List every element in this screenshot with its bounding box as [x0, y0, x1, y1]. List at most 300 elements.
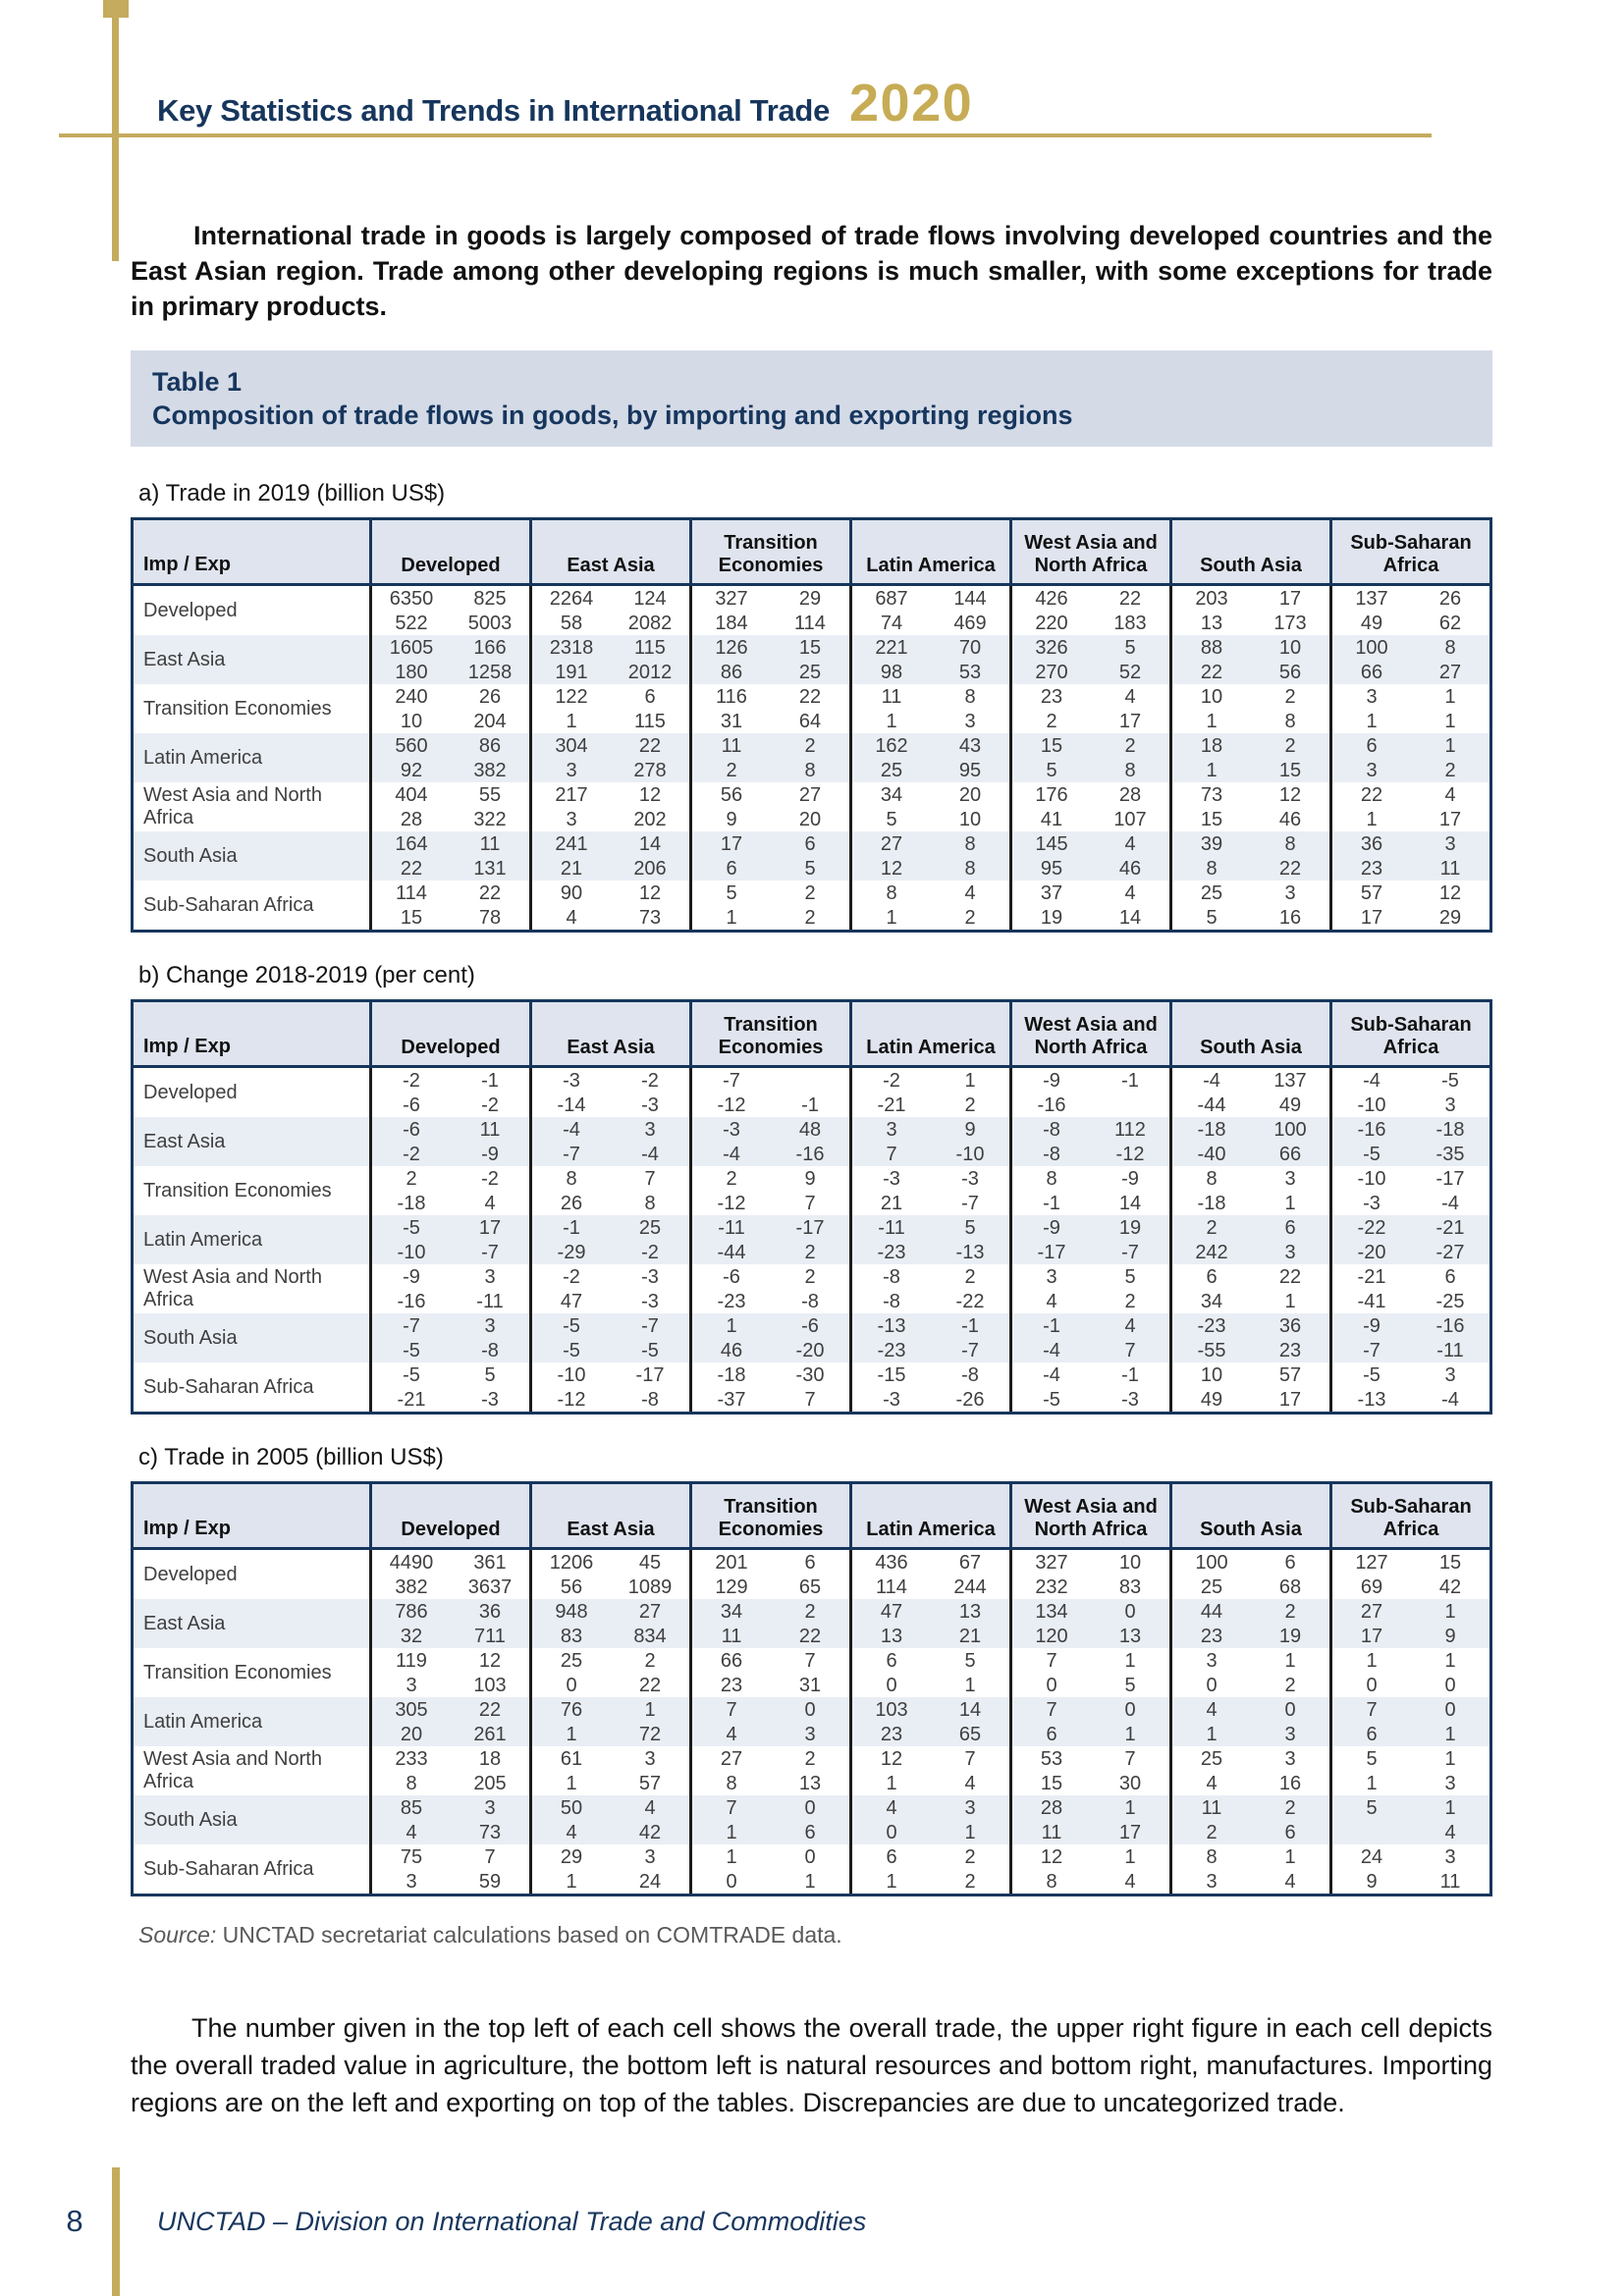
data-cell	[529, 1264, 689, 1313]
value-bottom-left: 3	[566, 808, 577, 830]
value-top-right: 7	[1124, 1747, 1136, 1770]
row-label: West Asia and North Africa	[143, 1266, 322, 1310]
value-bottom-right: -7	[961, 1192, 979, 1214]
data-cell	[1009, 1844, 1169, 1894]
value-top-left: -9	[403, 1265, 420, 1288]
value-top-left: -2	[403, 1069, 420, 1092]
value-top-right: 1	[644, 1698, 656, 1721]
value-top-right: 36	[1278, 1314, 1302, 1337]
value-top-right: 1	[964, 1069, 976, 1092]
data-cell	[849, 1313, 1009, 1362]
value-top-left: -1	[1043, 1314, 1060, 1337]
data-cell	[1009, 1746, 1169, 1795]
value-top-right: 1	[1124, 1649, 1136, 1672]
value-top-right: 361	[473, 1551, 507, 1574]
value-top-left: 17	[720, 832, 743, 855]
value-top-right: 29	[798, 587, 822, 610]
value-bottom-right: 6	[804, 1821, 816, 1843]
value-bottom-right: 1	[964, 1821, 976, 1843]
value-bottom-right: -4	[1441, 1388, 1459, 1411]
value-top-left: -11	[878, 1216, 905, 1239]
data-cell	[369, 733, 529, 782]
value-top-right: 115	[634, 636, 666, 659]
value-bottom-left: 8	[726, 1772, 737, 1794]
value-bottom-left: -1	[1043, 1192, 1060, 1214]
value-bottom-left: -12	[557, 1388, 586, 1411]
table1-label: Table 1	[152, 367, 243, 397]
value-top-left: 560	[395, 734, 428, 757]
value-top-left: 85	[400, 1796, 423, 1819]
column-group-label: Transition Economies	[718, 1014, 824, 1058]
value-bottom-left: 31	[720, 710, 743, 732]
value-top-left: 1206	[549, 1551, 594, 1574]
value-top-left: 126	[715, 636, 748, 659]
value-bottom-left: 3	[1366, 759, 1378, 781]
value-bottom-left: -37	[717, 1388, 746, 1411]
value-bottom-right: 2	[1124, 1290, 1136, 1312]
value-top-left: 1	[726, 1314, 737, 1337]
value-top-left: 3	[1206, 1649, 1218, 1672]
value-bottom-right: 9	[1444, 1625, 1456, 1647]
value-bottom-left: 0	[726, 1870, 737, 1893]
value-bottom-left: 17	[1360, 1625, 1383, 1647]
value-bottom-right: 65	[958, 1723, 982, 1745]
value-bottom-left: -14	[557, 1094, 586, 1116]
value-bottom-right: -4	[641, 1143, 659, 1165]
value-top-left: -4	[1363, 1069, 1380, 1092]
value-bottom-right: 57	[638, 1772, 662, 1794]
value-top-right: -18	[1435, 1118, 1465, 1141]
value-bottom-right: 278	[633, 759, 667, 781]
data-cell	[369, 881, 529, 930]
column-group-header	[689, 520, 849, 583]
imp-exp-header: Imp / Exp	[143, 1518, 231, 1539]
value-top-left: 12	[1040, 1845, 1063, 1868]
column-group-header	[369, 520, 529, 583]
data-cell	[1329, 1264, 1489, 1313]
value-top-left: 53	[1040, 1747, 1063, 1770]
value-top-left: 73	[1200, 783, 1223, 806]
column-group-header	[529, 1484, 689, 1547]
table-row	[134, 1117, 1489, 1166]
value-bottom-left: 5	[1046, 759, 1057, 781]
value-bottom-left: 25	[880, 759, 903, 781]
row-label: Transition Economies	[143, 697, 332, 720]
value-top-left: 145	[1035, 832, 1068, 855]
data-cell	[1009, 1117, 1169, 1166]
value-bottom-right: 24	[638, 1870, 662, 1893]
value-bottom-right: 3637	[467, 1575, 513, 1598]
value-top-right: 2	[644, 1649, 656, 1672]
value-top-left: -1	[563, 1216, 580, 1239]
data-cell	[529, 1313, 689, 1362]
value-bottom-right: 30	[1118, 1772, 1142, 1794]
value-bottom-left: 6	[1366, 1723, 1378, 1745]
value-top-right: 2	[804, 1600, 816, 1623]
value-top-left: 2	[406, 1167, 417, 1190]
data-cell	[1329, 733, 1489, 782]
value-bottom-right: 46	[1118, 857, 1142, 880]
column-group-header	[369, 1484, 529, 1547]
data-cell	[849, 1117, 1009, 1166]
data-cell	[529, 635, 689, 684]
value-top-left: -16	[1357, 1118, 1386, 1141]
value-bottom-right: 382	[473, 759, 507, 781]
value-bottom-right: 7	[804, 1388, 816, 1411]
value-bottom-left: 220	[1035, 612, 1068, 634]
value-bottom-right: 3	[1284, 1241, 1296, 1263]
table-caption-a: a) Trade in 2019 (billion US$)	[138, 480, 446, 507]
row-label: East Asia	[143, 648, 226, 670]
value-bottom-right: 17	[1118, 1821, 1142, 1843]
value-bottom-left: -8	[1043, 1143, 1060, 1165]
value-top-left: -10	[1357, 1167, 1386, 1190]
table-row	[134, 831, 1489, 881]
value-bottom-right: 8	[644, 1192, 656, 1214]
value-top-right: 4	[1124, 832, 1136, 855]
value-top-right: 8	[964, 832, 976, 855]
value-top-left: 8	[566, 1167, 577, 1190]
data-cell	[689, 1550, 849, 1599]
value-bottom-right: -5	[641, 1339, 659, 1362]
value-bottom-right: 3	[1444, 1772, 1456, 1794]
value-top-left: 103	[875, 1698, 908, 1721]
value-bottom-right: 7	[1124, 1339, 1136, 1362]
value-top-left: -9	[1363, 1314, 1380, 1337]
data-cell	[1169, 684, 1329, 733]
value-bottom-right: 42	[1438, 1575, 1462, 1598]
row-label: Sub-Saharan Africa	[143, 893, 314, 916]
value-top-right: 7	[964, 1747, 976, 1770]
value-top-right: 17	[1278, 587, 1302, 610]
value-top-left: 29	[560, 1845, 583, 1868]
value-bottom-right: -8	[801, 1290, 819, 1312]
value-bottom-left: 15	[1040, 1772, 1063, 1794]
column-group-header	[1009, 1002, 1169, 1065]
data-cell	[1169, 733, 1329, 782]
column-group-header	[1009, 520, 1169, 583]
value-top-right: 26	[1438, 587, 1462, 610]
value-top-left: 119	[396, 1649, 427, 1672]
value-bottom-right: -12	[1115, 1143, 1145, 1165]
value-top-right: 2	[1284, 734, 1296, 757]
data-cell	[1169, 586, 1329, 635]
value-top-left: 127	[1355, 1551, 1388, 1574]
data-cell	[369, 1362, 529, 1412]
data-cell	[369, 1068, 529, 1117]
value-top-left: 66	[720, 1649, 743, 1672]
value-top-right: 6	[1284, 1551, 1296, 1574]
value-top-right: 3	[644, 1845, 656, 1868]
value-top-right: 8	[1444, 636, 1456, 659]
value-bottom-left: 4	[726, 1723, 737, 1745]
data-cell	[849, 1550, 1009, 1599]
column-group-label: Sub-Saharan Africa	[1350, 1014, 1472, 1058]
value-top-right: 2	[1284, 1796, 1296, 1819]
data-cell	[1009, 1215, 1169, 1264]
table-row	[134, 1550, 1489, 1599]
value-bottom-right: 14	[1118, 906, 1142, 929]
value-top-right: 2	[1284, 685, 1296, 708]
value-bottom-right: 13	[798, 1772, 822, 1794]
data-cell	[849, 1166, 1009, 1215]
data-cell	[1329, 881, 1489, 930]
value-bottom-right: 1	[804, 1870, 816, 1893]
data-cell	[689, 881, 849, 930]
value-top-right: 1	[1284, 1845, 1296, 1868]
value-bottom-left: -3	[883, 1388, 900, 1411]
value-bottom-left: -5	[563, 1339, 580, 1362]
value-bottom-right: 56	[1278, 661, 1302, 683]
data-cell	[689, 1362, 849, 1412]
table-row	[134, 782, 1489, 831]
value-bottom-left: 9	[1366, 1870, 1378, 1893]
table-row	[134, 1697, 1489, 1746]
footer-gold-bar	[112, 2167, 120, 2296]
value-top-left: 687	[875, 587, 908, 610]
data-cell	[689, 733, 849, 782]
value-bottom-left: -44	[717, 1241, 746, 1263]
value-top-right: 1	[1444, 1796, 1456, 1819]
value-top-right: -17	[795, 1216, 825, 1239]
value-bottom-left: -29	[557, 1241, 586, 1263]
data-cell	[529, 1068, 689, 1117]
data-cell	[369, 1648, 529, 1697]
value-top-right: 8	[964, 685, 976, 708]
value-bottom-left: -4	[1043, 1339, 1060, 1362]
report-year: 2020	[849, 74, 974, 133]
value-top-right: 3	[484, 1314, 496, 1337]
value-bottom-left: -4	[723, 1143, 740, 1165]
value-bottom-left: 32	[400, 1625, 423, 1647]
value-top-right: 17	[478, 1216, 502, 1239]
data-cell	[1329, 635, 1489, 684]
value-bottom-left: -23	[717, 1290, 746, 1312]
value-top-right: 3	[484, 1265, 496, 1288]
value-bottom-right: -27	[1435, 1241, 1465, 1263]
value-top-right: 4	[1444, 783, 1456, 806]
value-top-left: 327	[1035, 1551, 1068, 1574]
value-top-left: -5	[1363, 1363, 1380, 1386]
value-bottom-right: -26	[955, 1388, 985, 1411]
value-top-right: -17	[635, 1363, 665, 1386]
value-top-right: 100	[1273, 1118, 1307, 1141]
value-bottom-left: 49	[1200, 1388, 1223, 1411]
value-top-left: 2	[1206, 1216, 1218, 1239]
value-bottom-right: 22	[1278, 857, 1302, 880]
value-bottom-left: 22	[1200, 661, 1223, 683]
value-top-right: 19	[1118, 1216, 1142, 1239]
value-top-right: 1	[1124, 1796, 1136, 1819]
value-top-left: 57	[1360, 881, 1383, 904]
data-cell	[849, 586, 1009, 635]
value-bottom-right: 4	[484, 1192, 496, 1214]
data-cell	[689, 1795, 849, 1844]
data-cell	[849, 1068, 1009, 1117]
value-bottom-left: 22	[400, 857, 423, 880]
value-top-right: 5	[964, 1216, 976, 1239]
tables-host	[131, 480, 1492, 1896]
value-bottom-left: 242	[1195, 1241, 1228, 1263]
value-bottom-left: -7	[1363, 1339, 1380, 1362]
value-top-left: -22	[1357, 1216, 1386, 1239]
value-bottom-left: -8	[883, 1290, 900, 1312]
value-top-left: 176	[1035, 783, 1068, 806]
value-bottom-left: 0	[1046, 1674, 1057, 1696]
value-top-right: 7	[804, 1649, 816, 1672]
data-cell	[529, 782, 689, 831]
table-row	[134, 1264, 1489, 1313]
value-bottom-right: 4	[1444, 1821, 1456, 1843]
table-row	[134, 1795, 1489, 1844]
value-bottom-left: 23	[1360, 857, 1383, 880]
data-cell	[369, 1264, 529, 1313]
value-top-left: 37	[1040, 881, 1063, 904]
data-cell	[1329, 1599, 1489, 1648]
value-top-left: -5	[403, 1216, 420, 1239]
value-top-left: 1	[726, 1845, 737, 1868]
value-top-right: 27	[638, 1600, 662, 1623]
value-bottom-left: 20	[400, 1723, 423, 1745]
value-top-right: 5	[964, 1649, 976, 1672]
data-cell	[849, 684, 1009, 733]
value-bottom-left: 0	[1206, 1674, 1218, 1696]
value-bottom-left: 34	[1200, 1290, 1223, 1312]
value-bottom-left: 2	[1046, 710, 1057, 732]
data-cell	[689, 782, 849, 831]
page-number: 8	[66, 2204, 83, 2238]
row-label: Developed	[143, 1081, 238, 1103]
data-cell	[689, 684, 849, 733]
value-top-right: 137	[1273, 1069, 1307, 1092]
value-bottom-right: 5003	[467, 612, 513, 634]
value-bottom-right: -25	[1435, 1290, 1465, 1312]
value-bottom-left: -17	[1037, 1241, 1066, 1263]
value-top-left: 7	[726, 1796, 737, 1819]
value-top-right: 25	[638, 1216, 662, 1239]
data-cell	[1169, 1117, 1329, 1166]
value-top-left: 34	[880, 783, 903, 806]
column-group-header	[529, 1002, 689, 1065]
data-cell	[689, 1166, 849, 1215]
value-bottom-left: -18	[397, 1192, 426, 1214]
value-top-left: 100	[1355, 636, 1388, 659]
value-top-left: -11	[718, 1216, 745, 1239]
value-bottom-left: 66	[1360, 661, 1383, 683]
value-top-right: 3	[484, 1796, 496, 1819]
column-group-header	[849, 520, 1009, 583]
value-top-left: -21	[1357, 1265, 1386, 1288]
value-bottom-right: -3	[641, 1094, 659, 1116]
value-top-left: 75	[400, 1845, 423, 1868]
value-bottom-left: 4	[566, 906, 577, 929]
value-top-left: 25	[1200, 1747, 1223, 1770]
value-top-left: 100	[1195, 1551, 1228, 1574]
table-caption-c: c) Trade in 2005 (billion US$)	[138, 1444, 444, 1470]
value-bottom-right: -16	[795, 1143, 825, 1165]
value-bottom-left: 6	[726, 857, 737, 880]
row-label: Sub-Saharan Africa	[143, 1857, 314, 1880]
data-cell	[1169, 881, 1329, 930]
value-top-left: -3	[883, 1167, 900, 1190]
data-cell	[369, 1795, 529, 1844]
intro-paragraph: International trade in goods is largely composed of trade flows involving developed countries and the East Asian region. Trade among other developing regions is much smaller, with some exceptions for trade in primary products.	[131, 221, 1492, 321]
value-bottom-right: -3	[1121, 1388, 1139, 1411]
value-top-right: 15	[1438, 1551, 1462, 1574]
data-cell	[849, 733, 1009, 782]
value-bottom-left: 3	[1206, 1870, 1218, 1893]
value-top-left: 5	[1366, 1796, 1378, 1819]
value-top-right: 6	[804, 832, 816, 855]
data-cell	[529, 586, 689, 635]
value-bottom-left: 11	[1041, 1821, 1062, 1843]
table-row	[134, 1313, 1489, 1362]
value-top-right: 22	[1278, 1265, 1302, 1288]
value-bottom-right: 2	[964, 1870, 976, 1893]
value-top-right: 12	[1278, 783, 1302, 806]
value-top-left: 11	[721, 734, 742, 757]
value-bottom-left: 1	[566, 1870, 577, 1893]
value-bottom-left: 1	[726, 906, 737, 929]
value-bottom-right: 13	[1118, 1625, 1142, 1647]
data-cell	[1329, 1746, 1489, 1795]
value-top-left: -13	[877, 1314, 906, 1337]
data-cell	[369, 1166, 529, 1215]
value-top-right: -2	[641, 1069, 659, 1092]
value-top-right: 67	[958, 1551, 982, 1574]
value-top-left: -9	[1043, 1216, 1060, 1239]
value-bottom-left: 8	[1046, 1870, 1057, 1893]
value-top-right: 18	[478, 1747, 502, 1770]
value-bottom-right: 115	[634, 710, 666, 732]
value-top-right: 1	[1444, 685, 1456, 708]
value-top-right: -21	[1435, 1216, 1465, 1239]
value-bottom-right: 2	[964, 1094, 976, 1116]
value-bottom-left: 49	[1360, 612, 1383, 634]
value-top-right: 22	[1118, 587, 1142, 610]
value-bottom-left: 3	[406, 1674, 417, 1696]
value-top-right: 2	[1284, 1600, 1296, 1623]
value-bottom-right: 14	[1118, 1192, 1142, 1214]
value-bottom-left: 86	[720, 661, 743, 683]
value-top-left: 304	[555, 734, 588, 757]
value-bottom-right: 202	[633, 808, 667, 830]
value-bottom-left: 69	[1360, 1575, 1383, 1598]
value-top-right: 12	[1438, 881, 1462, 904]
value-bottom-left: 13	[1200, 612, 1223, 634]
value-bottom-left: 21	[880, 1192, 903, 1214]
data-cell	[1169, 1313, 1329, 1362]
table-row	[134, 1362, 1489, 1412]
value-top-left: 10	[1200, 685, 1223, 708]
value-top-left: 137	[1355, 587, 1388, 610]
value-top-left: -4	[1203, 1069, 1220, 1092]
value-bottom-right: 4	[964, 1772, 976, 1794]
value-bottom-left: 19	[1040, 906, 1063, 929]
value-bottom-right: 1	[1124, 1723, 1136, 1745]
table-section-a	[131, 480, 1492, 933]
column-group-label: Developed	[401, 554, 501, 576]
value-bottom-left: 23	[880, 1723, 903, 1745]
value-bottom-left: 1	[1366, 808, 1378, 830]
value-bottom-right: 20	[798, 808, 822, 830]
value-top-left: 22	[1360, 783, 1383, 806]
value-bottom-right: 31	[798, 1674, 822, 1696]
data-cell	[1169, 1550, 1329, 1599]
table-row	[134, 1599, 1489, 1648]
row-label: Transition Economies	[143, 1661, 332, 1683]
row-label: South Asia	[143, 844, 238, 867]
